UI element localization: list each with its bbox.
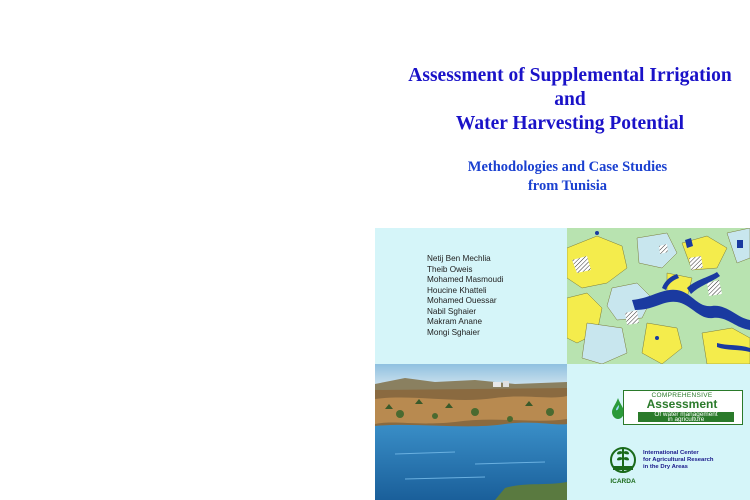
subtitle-line-2: from Tunisia: [527, 178, 608, 194]
logo-main-text: Assessment: [646, 397, 718, 411]
logo-sub-line-1: Of water management: [654, 411, 718, 418]
author-name: Mohamed Masmoudi: [427, 275, 504, 284]
icarda-line-2: for Agricultural Research: [643, 457, 714, 463]
logo-top-text: COMPREHENSIVE: [651, 392, 713, 399]
landscape-photo: [375, 364, 567, 500]
title-line-2: and: [554, 89, 586, 110]
logo-sub-line-2: in agriculture: [667, 416, 705, 423]
map-image: [567, 228, 750, 364]
title-line-1: Assessment of Supplemental Irrigation: [408, 65, 732, 86]
logos-panel: [567, 364, 750, 500]
icarda-line-1: International Center: [643, 450, 699, 456]
authors-panel: [375, 228, 567, 364]
icarda-wheat-emblem-icon: [607, 442, 639, 478]
reservoir-photo: [375, 364, 567, 500]
author-name: Theib Oweis: [427, 264, 473, 274]
author-name: Mongi Sghaier: [427, 327, 480, 337]
logo-sub-text: [638, 412, 734, 422]
icarda-full-name: [643, 450, 714, 471]
comprehensive-assessment-logo: [611, 388, 745, 428]
title-line-3: Water Harvesting Potential: [455, 113, 685, 134]
icarda-acronym: ICARDA: [610, 478, 636, 485]
author-name: Houcine Khatteli: [427, 285, 487, 295]
author-name: Makram Anane: [427, 317, 483, 326]
icarda-logo: [607, 442, 747, 490]
author-name: Mohamed Ouessar: [427, 296, 497, 305]
author-name: Netij Ben Mechlia: [427, 254, 491, 263]
icarda-line-3: in the Dry Areas: [643, 464, 688, 470]
land-use-map: [567, 228, 750, 364]
subtitle-line-1: Methodologies and Case Studies: [467, 159, 668, 175]
book-subtitle: [375, 158, 750, 196]
assessment-logo-frame: [623, 390, 743, 425]
book-title: [375, 64, 750, 136]
author-list: [427, 254, 503, 338]
author-name: Nabil Sghaier: [427, 306, 477, 316]
